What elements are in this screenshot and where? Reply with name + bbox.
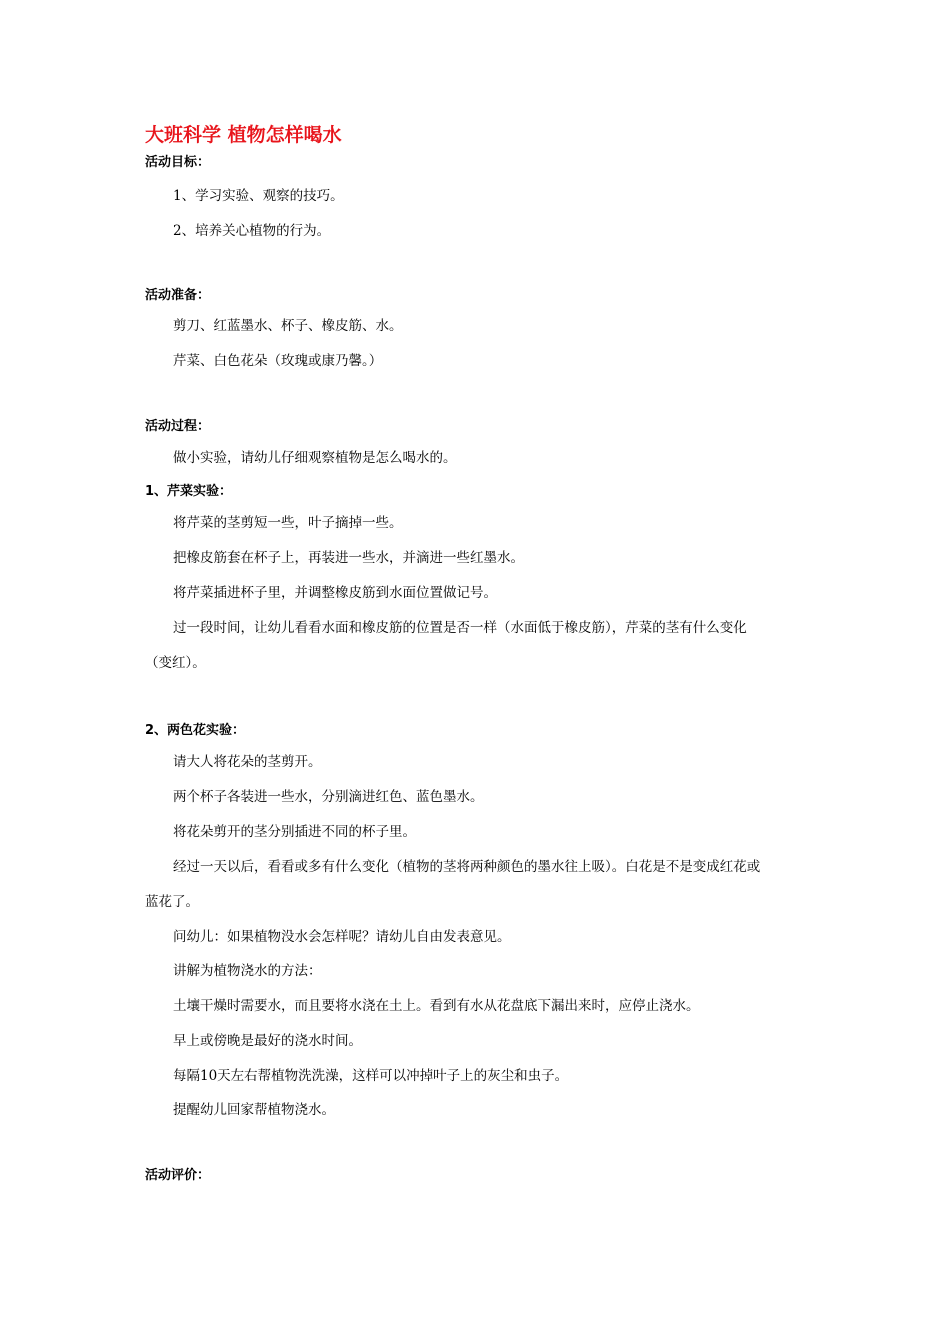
experiment-1-line: 将芹菜插进杯子里，并调整橡皮筋到水面位置做记号。 [173,585,497,601]
experiment-2-line: 土壤干燥时需要水，而且要将水浇在土上。看到有水从花盘底下漏出来时，应停止浇水。 [173,998,700,1014]
evaluation-heading: 活动评价： [145,1168,211,1183]
experiment-2-line: 将花朵剪开的茎分别插进不同的杯子里。 [173,824,416,840]
experiment-1-heading: 1、芹菜实验： [145,484,233,499]
document-title: 大班科学 植物怎样喝水 [145,124,342,146]
experiment-2-line: 每隔10天左右帮植物洗洗澡，这样可以冲掉叶子上的灰尘和虫子。 [173,1068,569,1084]
goal-item: 2、培养关心植物的行为。 [173,223,331,239]
goal-item: 1、学习实验、观察的技巧。 [173,188,344,204]
experiment-1-line: 过一段时间，让幼儿看看水面和橡皮筋的位置是否一样（水面低于橡皮筋），芹菜的茎有什么变化 [173,620,747,636]
preparation-item: 芹菜、白色花朵（玫瑰或康乃馨。） [173,353,383,369]
experiment-2-line: 经过一天以后，看看或多有什么变化（植物的茎将两种颜色的墨水往上吸）。白花是不是变成红花或 [173,859,761,875]
experiment-1-line: 将芹菜的茎剪短一些，叶子摘掉一些。 [173,515,403,531]
experiment-1-line: （变红）。 [145,655,206,671]
experiment-2-line: 请大人将花朵的茎剪开。 [173,754,322,770]
preparation-heading: 活动准备： [145,288,211,303]
preparation-item: 剪刀、红蓝墨水、杯子、橡皮筋、水。 [173,318,403,334]
experiment-2-line: 蓝花了。 [145,894,199,910]
process-heading: 活动过程： [145,419,211,434]
experiment-1-line: 把橡皮筋套在杯子上，再装进一些水，并滴进一些红墨水。 [173,550,524,566]
experiment-2-heading: 2、两色花实验： [145,723,246,738]
process-intro: 做小实验，请幼儿仔细观察植物是怎么喝水的。 [173,450,457,466]
goals-heading: 活动目标： [145,155,211,170]
experiment-2-line: 两个杯子各装进一些水，分别滴进红色、蓝色墨水。 [173,789,484,805]
experiment-2-line: 讲解为植物浇水的方法： [173,963,322,979]
experiment-2-line: 问幼儿：如果植物没水会怎样呢？请幼儿自由发表意见。 [173,929,511,945]
experiment-2-line: 早上或傍晚是最好的浇水时间。 [173,1033,362,1049]
experiment-2-line: 提醒幼儿回家帮植物浇水。 [173,1102,335,1118]
